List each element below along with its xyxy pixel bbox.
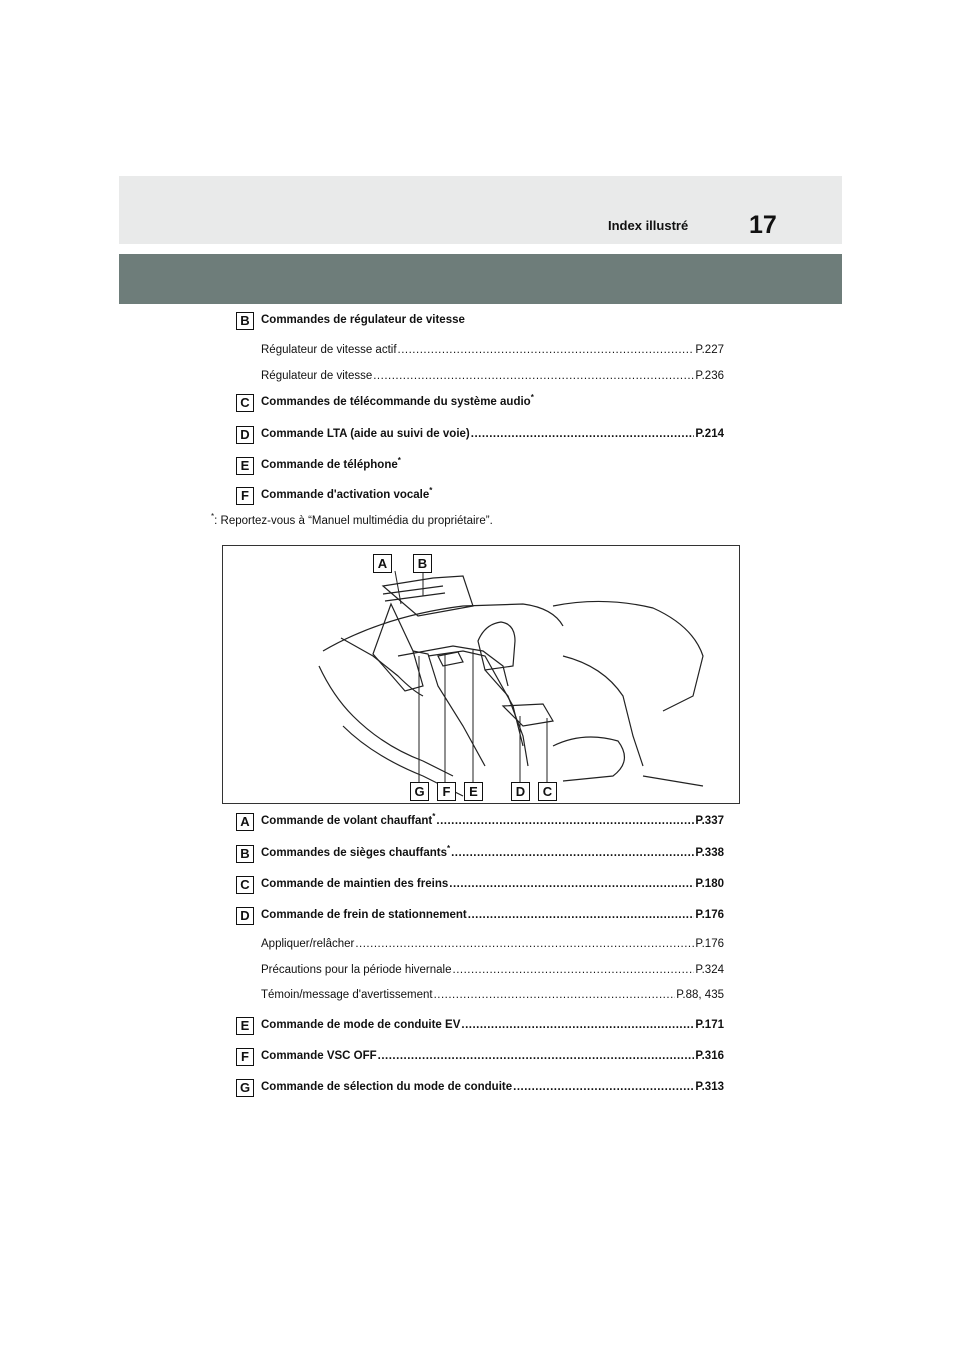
entry-badge: G: [236, 1079, 254, 1097]
entry-label: [261, 314, 465, 326]
page-reference[interactable]: P.324: [695, 964, 724, 976]
dot-leader: [451, 847, 694, 859]
entry-label: [261, 909, 467, 921]
index-entry: [236, 426, 724, 444]
callout-d: D: [511, 782, 530, 801]
footnote-marker: *: [432, 812, 436, 822]
section-bar: [119, 254, 842, 304]
page-reference[interactable]: P.316: [695, 1050, 724, 1062]
dot-leader: [378, 1050, 695, 1062]
entry-label: [261, 938, 354, 950]
entry-label: [261, 878, 448, 890]
footnote: [211, 512, 493, 527]
index-entry: [236, 368, 724, 386]
entry-line: [261, 878, 724, 890]
dot-leader: [436, 815, 694, 827]
entry-line: [261, 938, 724, 950]
entry-badge: E: [236, 1017, 254, 1035]
entry-label-text: Commandes de régulateur de vitesse: [261, 314, 465, 326]
page-reference[interactable]: P.337: [695, 815, 724, 827]
entry-label: [261, 989, 433, 1001]
entry-line: [261, 486, 724, 501]
entry-label-text: Précautions pour la période hivernale: [261, 964, 452, 976]
entry-badge: D: [236, 907, 254, 925]
entry-label-text: Commande de téléphone: [261, 459, 398, 471]
footnote-marker: *: [429, 486, 433, 496]
index-entry: [236, 1048, 724, 1066]
entry-line: [261, 989, 724, 1001]
entry-label: [261, 393, 534, 408]
index-entry: [236, 1079, 724, 1097]
index-entry: [236, 845, 724, 863]
page-reference[interactable]: P.180: [695, 878, 724, 890]
entry-line: [261, 844, 724, 859]
dot-leader: [513, 1081, 694, 1093]
entry-line: [261, 370, 724, 382]
entry-line: [261, 1019, 724, 1031]
entry-badge: E: [236, 457, 254, 475]
page-number: 17: [749, 211, 777, 239]
footnote-marker: *: [397, 456, 401, 466]
dot-leader: [449, 878, 694, 890]
callout-a: A: [373, 554, 392, 573]
page-reference[interactable]: P.176: [695, 909, 724, 921]
entry-line: [261, 964, 724, 976]
entry-badge: A: [236, 813, 254, 831]
entry-label: [261, 1019, 460, 1031]
page-reference[interactable]: P.313: [695, 1081, 724, 1093]
entry-label-text: Commande VSC OFF: [261, 1050, 377, 1062]
index-entry: [236, 342, 724, 360]
entry-label: [261, 486, 433, 501]
entry-label: [261, 1050, 377, 1062]
entry-label: [261, 456, 401, 471]
index-entry: [236, 394, 724, 412]
footnote-text: : Reportez-vous à “Manuel multimédia du propriétaire”.: [214, 515, 493, 527]
entry-badge: C: [236, 394, 254, 412]
entry-label: [261, 1081, 512, 1093]
index-entry: [236, 876, 724, 894]
entry-line: [261, 1050, 724, 1062]
entry-label-text: Commande de mode de conduite EV: [261, 1019, 461, 1031]
index-entry: [236, 813, 724, 831]
index-entry: [236, 987, 724, 1005]
entry-label: [261, 344, 397, 356]
callout-f: F: [437, 782, 456, 801]
index-entry: [236, 487, 724, 505]
index-entry: [236, 936, 724, 954]
page-reference[interactable]: P.171: [695, 1019, 724, 1031]
page-reference[interactable]: P.338: [695, 847, 724, 859]
footnote-star: *: [211, 512, 215, 522]
index-entry: [236, 1017, 724, 1035]
entry-label: [261, 428, 470, 440]
entry-line: [261, 456, 724, 471]
entry-line: [261, 314, 724, 326]
entry-label: [261, 844, 451, 859]
entry-line: [261, 428, 724, 440]
index-entry: [236, 457, 724, 475]
footnote-marker: *: [530, 393, 534, 403]
entry-badge: F: [236, 487, 254, 505]
index-entry: [236, 312, 724, 330]
page-reference[interactable]: P.236: [695, 370, 724, 382]
callout-b: B: [413, 554, 432, 573]
index-entry: [236, 907, 724, 925]
dot-leader: [468, 909, 695, 921]
entry-line: [261, 393, 724, 408]
entry-label-text: Commandes de sièges chauffants: [261, 847, 447, 859]
entry-line: [261, 1081, 724, 1093]
entry-label-text: Commande LTA (aide au suivi de voie): [261, 428, 470, 440]
page-reference[interactable]: P.88, 435: [676, 989, 724, 1001]
index-entry: [236, 962, 724, 980]
entry-label-text: Commande d'activation vocale: [261, 489, 430, 501]
dot-leader: [355, 938, 694, 950]
entry-label: [261, 964, 452, 976]
dot-leader: [434, 989, 676, 1001]
entry-badge: C: [236, 876, 254, 894]
dot-leader: [398, 344, 695, 356]
entry-label: [261, 812, 436, 827]
entry-label-text: Commande de frein de stationnement: [261, 909, 467, 921]
entry-line: [261, 344, 724, 356]
entry-badge: F: [236, 1048, 254, 1066]
footnote-marker: *: [446, 844, 451, 854]
page-reference[interactable]: P.176: [695, 938, 724, 950]
entry-label-text: Commandes de télécommande du système audio: [261, 396, 531, 408]
entry-label-text: Régulateur de vitesse actif: [261, 344, 397, 356]
page-reference[interactable]: P.227: [695, 344, 724, 356]
entry-line: [261, 909, 724, 921]
callout-g: G: [410, 782, 429, 801]
entry-label-text: Régulateur de vitesse: [261, 370, 373, 382]
entry-label-text: Commande de maintien des freins: [261, 878, 449, 890]
page-reference[interactable]: P.214: [695, 428, 724, 440]
callout-e: E: [464, 782, 483, 801]
dot-leader: [461, 1019, 694, 1031]
entry-label-text: Commande de volant chauffant: [261, 815, 433, 827]
dot-leader: [471, 428, 695, 440]
entry-label-text: Commande de sélection du mode de conduite: [261, 1081, 513, 1093]
entry-badge: D: [236, 426, 254, 444]
section-title: Index illustré: [608, 218, 689, 233]
entry-badge: B: [236, 845, 254, 863]
entry-label: [261, 370, 372, 382]
header-band: [119, 176, 842, 244]
entry-badge: B: [236, 312, 254, 330]
dot-leader: [373, 370, 694, 382]
entry-label-text: Appliquer/relâcher: [261, 938, 355, 950]
callout-c: C: [538, 782, 557, 801]
entry-label-text: Témoin/message d'avertissement: [261, 989, 433, 1001]
console-illustration: [222, 545, 740, 804]
entry-line: [261, 812, 724, 827]
console-drawing: [223, 546, 741, 805]
dot-leader: [453, 964, 695, 976]
